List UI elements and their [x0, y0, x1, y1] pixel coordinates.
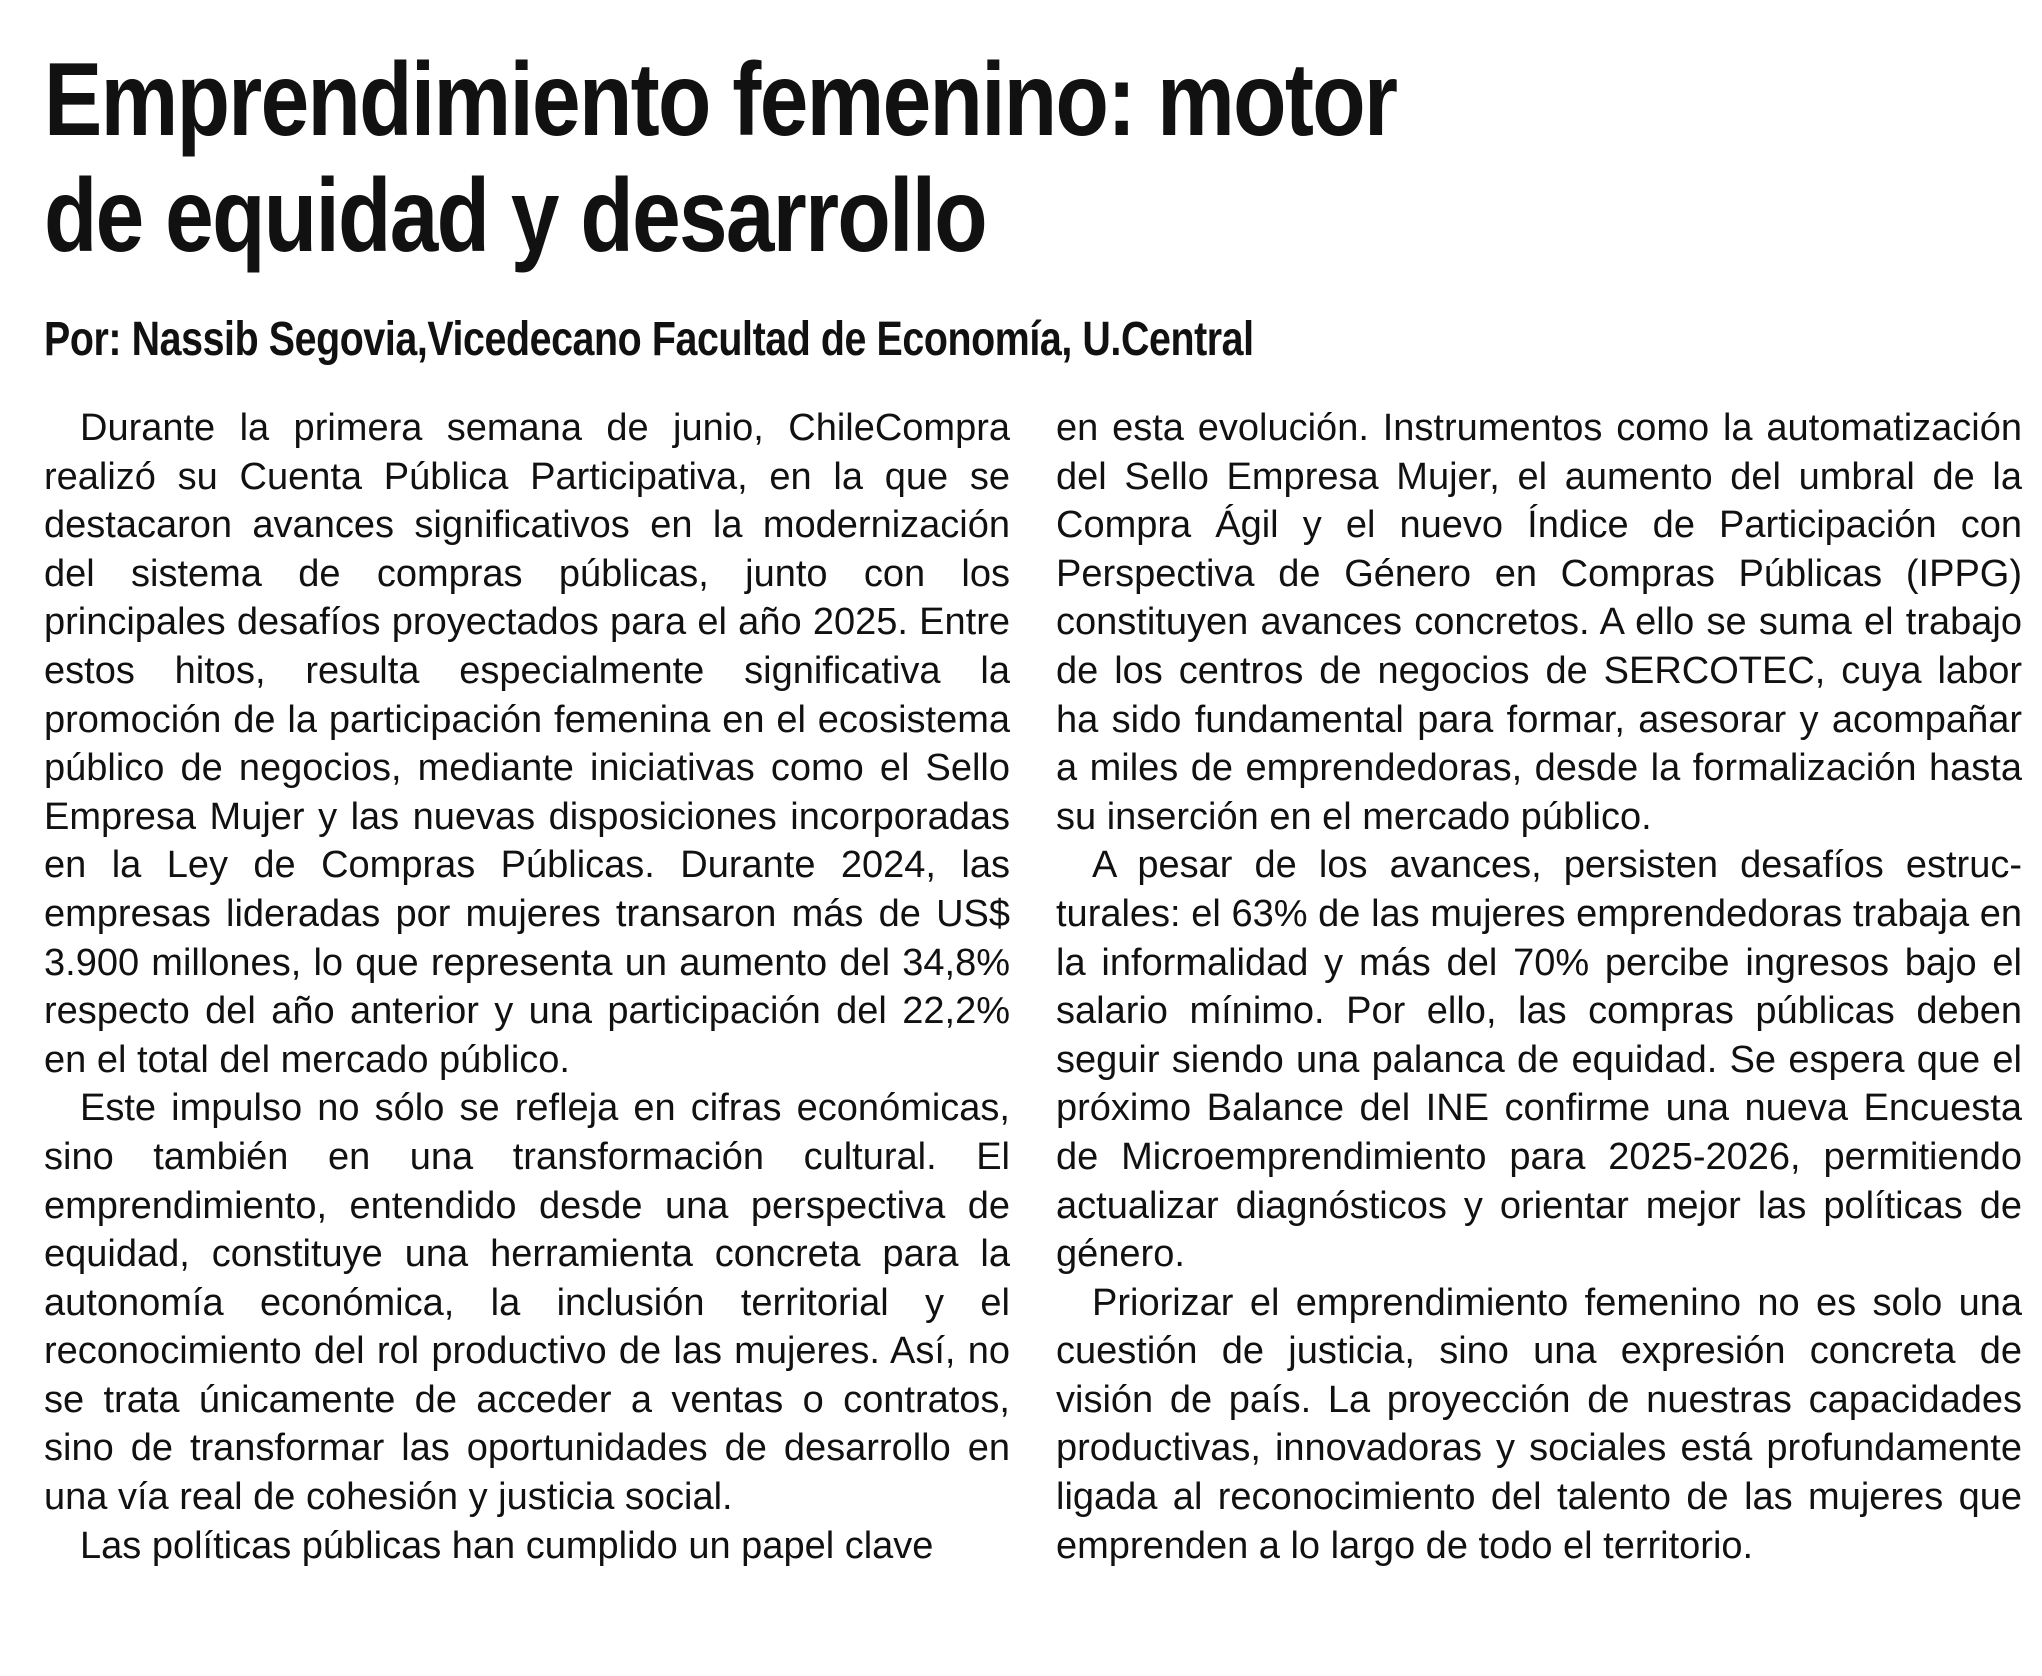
paragraph: en esta evolución. Instrumentos como la automatización del Sello Empresa Mujer, el aumento del umbral de la Compra Ágil y el nuevo Índice de Participación con Perspectiva de Género en Compras Públicas (IPPG) constituyen avances concretos. A ello se suma el trabajo de los centros de negocios de SERCOTEC, cuya labor ha sido fundamental para formar, asesorar y acompañar a miles de emprendedoras, desde la formalización hasta su inserción en el mercado público.	[1056, 407, 2022, 838]
headline-line-1: Emprendimiento femenino: motor	[44, 42, 1397, 158]
paragraph: Las políticas públicas han cumplido un papel clave	[80, 1524, 934, 1567]
paragraph: Durante la primera semana de junio, ChileCompra realizó su Cuenta Pública Participativa, en la que se destacaron avances significativos en la modernización del sistema de compras públicas, junto con los principales desafíos proyectados para el año 2025. Entre estos hitos, resulta especialmente significativa la promoción de la participación femenina en el ecosistema público de negocios, mediante iniciativas como el Sello Empresa Mujer y las nuevas disposiciones incorporadas en la Ley de Compras Públicas. Durante 2024, las empresas lideradas por mujeres transaron más de US$ 3.900 millones, lo que representa un aumento del 34,8% respecto del año anterior y una participación del 22,2% en el total del mercado público.	[44, 407, 1010, 1081]
article-body	[44, 404, 2022, 1654]
column-left	[44, 404, 1010, 1654]
paragraph: Priorizar el emprendimiento femenino no es solo una cuestión de justicia, sino una expresión concreta de visión de país. La proyección de nuestras capacidades productivas, innovadoras y sociales está profundamente ligada al reconocimiento del talento de las mujeres que emprenden a lo largo de todo el territorio.	[1056, 1281, 2022, 1567]
headline-line-2: de equidad y desarrollo	[44, 158, 986, 274]
column-right	[1056, 404, 2022, 1654]
paragraph: A pesar de los avances, persisten desafíos estructurales: el 63% de las mujeres emprendedoras trabaja en la informalidad y más del 70% percibe ingresos bajo el salario mínimo. Por ello, las compras públicas deben seguir siendo una palanca de equidad. Se espera que el próximo Balance del INE confirme una nueva Encuesta de Microemprendimiento para 2025-2026, permitiendo actualizar diagnósticos y orientar mejor las políticas de género.	[1056, 844, 2022, 1276]
article-headline	[44, 42, 1640, 274]
article-byline: Por: Nassib Segovia,Vicedecano Facultad de Economía, U.Central	[44, 313, 1254, 366]
paragraph: Este impulso no sólo se refleja en cifras económicas, sino también en una transformación cultural. El emprendimiento, entendido desde una perspectiva de equidad, constituye una herramienta concreta para la autonomía económica, la inclusión territorial y el reconocimiento del rol productivo de las mujeres. Así, no se trata únicamente de acceder a ventas o contratos, sino de transformar las oportunidades de desarrollo en una vía real de cohesión y justicia social.	[44, 1087, 1010, 1519]
